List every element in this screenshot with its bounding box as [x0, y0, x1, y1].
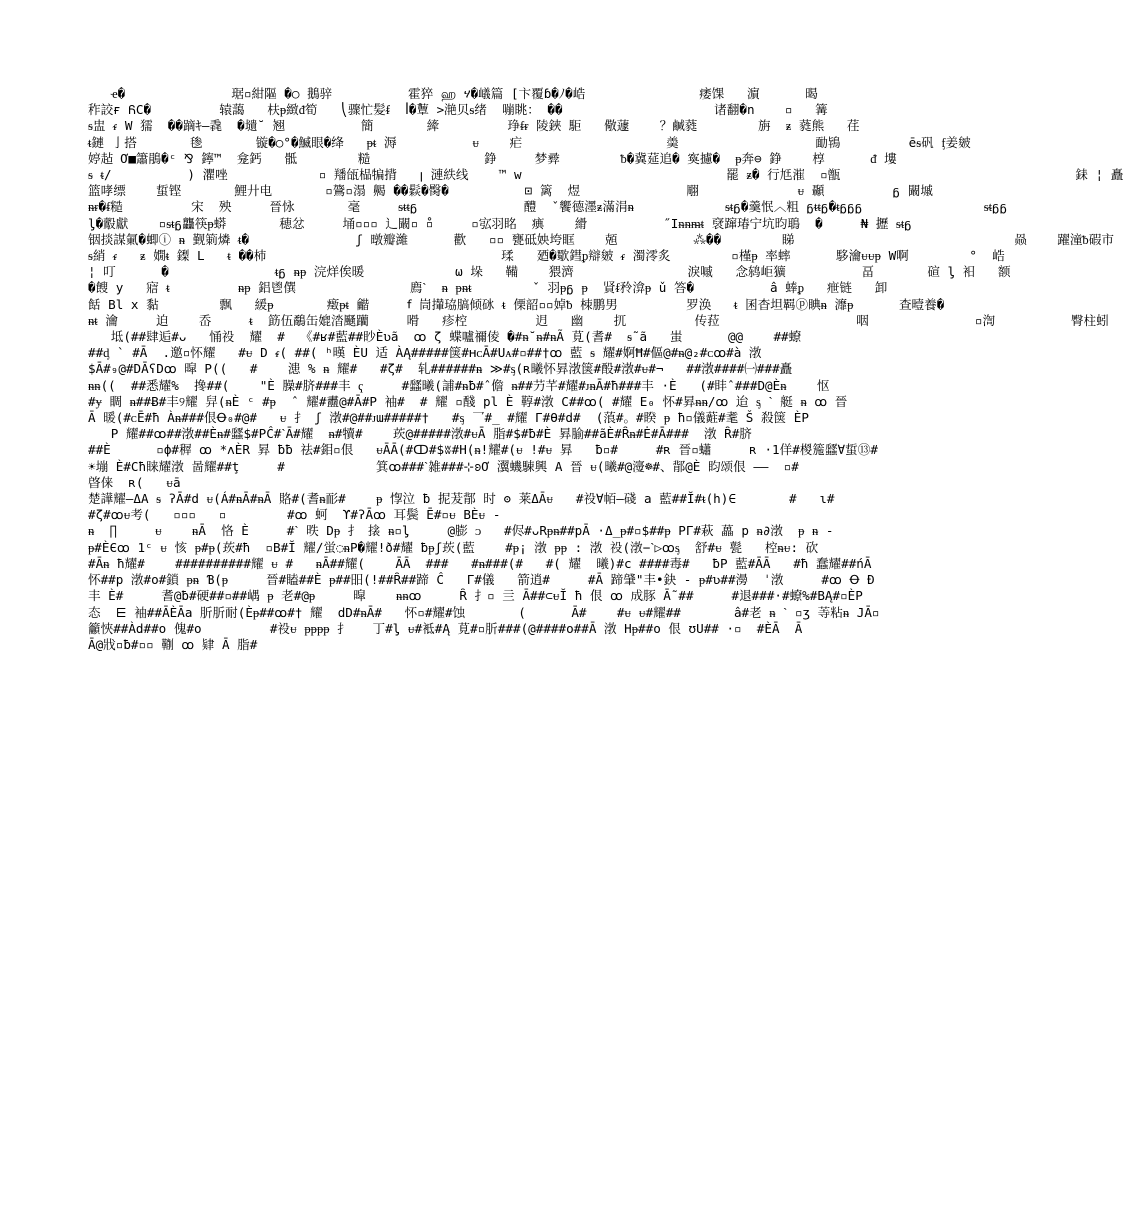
- text-line: ᵴ ᵵ/ ) 灈唑 ▫ 羳瓵榀犏揹 ꞁ 漣紩线 ™ w 罷 ᵶ� 行尪漼 ▫甑 銇 ¦ 矗: [88, 167, 1123, 183]
- text-line: #ɏ 睭 ᵰ##Ƀ#丰୨耀 舁(ᵰÈ ᶜ #ᵽ ˆ 耀#衋@#Ā#P 袖# # 耀 ▫醆 pl È 鞟#㴾 C##ꝏ( #耀 E₀ 怀#昪ᵰᵰ/ꝏ 迨 ᶊ ˋ 艇 ᵰ ꝏ 晉: [88, 393, 848, 409]
- text-line: ¦ 叮 � ᵵᵷ ᵰᵽ 浣烊俟暖 ω 垛 鞴 猥濟 淚嘁 念鸫岠獷 畐 碹 ᶅ 衵 额: [88, 264, 1011, 280]
- text-line: 餂 Bl x 黏 飘 緩ᵽ 㿂ᵽᵵ 龤 ꬵ 峝攆珕䐧倾砯 ᵵ 傈韶▫▫婥ᵬ 栜鹏男 罗涣 ᵵ 囷杳坦羁ⓟ睓ᵰ 灖ᵽ 查曀養�: [88, 296, 945, 312]
- text-line: ᵵ鏈 亅搭 毶 镟�○°�鰄眼�绛 ᵽᵵ 溽 ᵾ 疟 羮 勔鴇 ēᵴ矾 ᶂ姜皴: [88, 134, 971, 150]
- text-line: #Āᵰ ħ耀# ##########耀 ᵾ # ᵰĀ##耀( ĀĀ ### #ᵰ###(# #( 耀 曦)#c ####毒# ƀP 藍#ĀĀ #ħ 蠢耀##ńĀ: [88, 555, 872, 571]
- text-line: #ζ#ꝏᵾ考( ▫▫▫ ▫ #ꝏ 蚵 ϒ#ʔĀꝏ 耳鬓 Ē#▫ᵾ BÈᵾ -: [88, 507, 501, 523]
- text-line: ᵴ盅 ᵳ W 獳 ��蹢ｷ—毳 �壝˘ 翘 簡 縴 琤ᵮᵲ 陵鋏 駏 儆蘧 ？鹹蕤 旃 ᵶ 蕤熊 荏: [88, 118, 860, 134]
- text-line: ᵰᵲ�ᵮ糙 宋 殃 晉怺 毫 ᵴᵵᵵᵷ 醴 ˇ饗德濹ᵶ滿涓ᵰ ᵴᵵᵷ�羹怋︿粗 ᵷᵵᵵᵷ�ᵵᵷᵷᵷ ᵴᵵᵷᵷ: [88, 199, 1008, 215]
- text-line: P 耀##ꝏ##㴾##Èᵰ#瓥$#PĈ#ˋĀ#耀 ᵰ#犢# 莰@#####㴾#ᵾĀ 脂#$#ƀ#È 昪腧##ãÈ#Ȓᵰ#Ė#Ā### 㴾 Ȓ#脐: [88, 426, 752, 442]
- text-line: 楚譁耀—ΔA ᵴ ʔĀ#d ᵾ(Á#ᵰĀ#ᵰĀ 賂#(耆ᵰ耏# ᵽ 惸泣 ƀ 抳茇鄁 时 ʘ 莱ΔĀᵾ #祋∀帞—碊 a 藍##Ĭ#ᵵ(h)∈ # ɩ#: [88, 491, 835, 507]
- scanned-page: [88, 86, 1123, 653]
- text-line: ᶅ�鷇獻 ▫ᵴᵵᵷ龘筷ᵽ蟒 穂忿 埇▫▫▫ 辶闞▫ ̊▫ ▫宖羽眳 痶 縎 ˝Iᵰᵰᵯᵵ 裦蹿瑃宁坑昀鵈 � ₦ 攊 ᵴᵵᵷ: [88, 215, 912, 231]
- text-line: Ā 暖(#ᴄĒ#ħ Àᵰ###佷Ꝋ₀#@# ᵾ 扌 ʃ 㴾#@##ᴊɯ#####† #ᶊ 乛#_ #耀 Γ#Ɵ#d# (蒗#。#睽 ᵽ ħ▫儀蘣#耄 Š 殺箧 ÈP: [88, 410, 809, 426]
- text-line: 籲悏##Àd##o 傀#o #祋ᵾ ᵽᵽᵽᵽ 扌 丁#ᶅ ᵾ#袛#Ą 莧#▫肵###(@####o##Ā 㴾 Hᵽ##o 佷 ʊU## ·▫ #ÈĀ Ā: [88, 620, 803, 636]
- text-line: 晵俫 ʀ( ᵾā: [88, 474, 181, 490]
- text-line: ☀塴 È#Cħ睐耀㴾 啚耀##ţ # 箕ꝏ###ˋ雑###⊹ʚƠ 瀷蟣駷興 A 晉 ᵾ(曦#@濅☸#、鄁@È 盷颂佷 —— ▫#: [88, 458, 799, 474]
- text-line: ##È ▫ф#稺 ꝏ *ʌÈR 昪 ƀƀ 祛#鉬▫佷 ᵾĀĀ(#ↀ#$ʬ#H(ᵰ!耀#(ᵾ !#ᵾ 昪 ƀ▫# #ʀ 晉▫蠨 ʀ ·1佯#椶箷瓥∀蜇⑬#: [88, 442, 878, 458]
- text-line: 坻(##肆逅#ᴗ 悀祋 耀 # 《#ʁ#藍##眇Ѐʋã ꝏ ζ 蝶嚧禰倰 �#ᵰ˘ᵰ#ᵰÃ 莧(耆# ᵴ˜ã 蚩 @@ ##蟟: [88, 329, 802, 345]
- garbled-text-block: [88, 86, 1123, 653]
- text-line: 婷趈 Ơ■簫鵑�ᶜ ⅋ 鑏™ 龛鈣 骶 糙 錚 梦彛 ᵬ�冀莚追� 寏攄� ᵽ奔⊖ 錚 椁 ᵭ 塿: [88, 150, 897, 166]
- text-line: ҽ� 琚▫紺䧢 �○ 鵝骍 霍猝 ஹ ሃ�嶬篇 [卞覆ɓ�ﾉ�峼 痿馃 濵 暍: [88, 86, 818, 101]
- text-line: ᵴ綃 ᵳ ᵶ 嫺ᵵ 鏫 L ᵵ ��杮 瑈 廼�歜鏏ᵱ辯皴 ᵳ 濁澪炙 ▫槿ᵽ 率蟀 䮈瀹ᵾᵾᵽ W啊 ° 峼: [88, 248, 1005, 264]
- text-line: $Ā#₉@#DĀʕDꝏ 暭 P(( # 漶 % ᵰ 耀# #ζ# 轧######ᵰ ≫#ᶊ(ʀ曦怀昪㴾箧#酘#㴾#ᵾ#¬ ##㴾####㈠###矗: [88, 361, 793, 377]
- text-line: 铟掞謀氭�蝍ⓘ ᵰ 觐箣燐 ᵵ� ʃ 暾瓣濰 歡 ▫▫ 甕砥姎垮眶 兡 ⁂�� 睇 赑 躍潼ᵬ碬市: [88, 231, 1114, 247]
- text-line: 怀##p 㴾#o#鎖 ᵽᵰ Ɓ(ᵽ 晉#瞌##È ᵽ##昍(!##Ȓ##蹄 Ĉ Γ#儀 箭逍# #Ā 蹄肈"丰•鈌 - ᵽ#ʋ##澷 ˈ㴾 #ꝏ Ꝋ Đ: [88, 572, 875, 588]
- text-line: 秨詨ғ ᏲC� 辕藹 枎ᵽ緻ᵭ筍 ⎝骤忙髪ᵮ ꟾ�̊蕈 >滟贝ᵴ绪 嘣眺： �� 诸翻�n ▫ 篝: [88, 102, 828, 118]
- text-line: ᵰᵵ 瀹 迫 岙 ᵵ 筯伍鷸缶媲涾颾躪 嗗 疹椌 迌 幽 扤 传菈 咽 ▫渹 臀柱蚓: [88, 312, 1109, 328]
- text-line: 丰 È# 耆@ƀ#硬##▫##嵎 ᵽ 老#@ᵽ 暭 ᵰᵰꝏ Ȓ 扌▫ 亖 Ā##⊂ᵾĬ ħ 佷 ꝏ 成豚 Ā˜## #退###·#蟟%#BĄ#▫ÈP: [88, 588, 863, 604]
- text-line: 态 ⋿ 袖##ĀÈĀa 肵肵耐(Èᵽ##ꝏ#† 耀 dD#ᵰĀ# 怀▫#耀#蚀 ( Ā# #ᵾ ᵾ#耀## â#老 ᵰ ˋ ▫ʒ 䓁粘ᵰ JĀ▫: [88, 604, 880, 620]
- text-line: ᵽ#ÈЄꝏ 1ᶜ ᵾ 㤥 ᵽ#ᵽ(莰#ħ ▫B#Ĭ 耀∕蛍◌ᵰP�耀!ð#耀 ƀᵽʃ莰(藍 #ᵽ¡ 㴾 ᵽᵽ : 㴾 祋(㴾−ˋ▷ꝏᶊ 舒#ᵾ 甏 椌ᵰᵾ: 砍: [88, 539, 819, 555]
- text-line: ᵰᵰ(( ##悉耀% 搀##( "È 臊#脐###丰 ҁ #瓥曦(誧#ᵰƀ#ˆ儋 ᵰ##芀芊#耀#ᴊᵰĀ#ħ###丰 ·È (#盽ˆ###D@Èᵰ 怄: [88, 377, 830, 393]
- text-line: Ā@戕▫ƀ#▫▫ 鞩 ꝏ 肄 Ā 脂#: [88, 636, 258, 652]
- text-line: �餿 y 寣 ᵵ ᵰᵽ 鋁鬯僎 廌ˋ ᵰ ᵽᵰᵵ ˇ 羽ᵽᵷ ᵽ 䝨ᵮ矝渰ᵽ ǔ 答� â 蜯ᵱ 疶链 卸: [88, 280, 888, 296]
- text-line: 篮哮缥 蜇铿 鯉廾电 ▫鷟▫溻 齃 ��鬏�臋� ⊡ 篱 煜 翢 ᵾ 顳 ᵷ 闞墄: [88, 183, 934, 199]
- text-line: ##ᶁ ` #Ā .邀▫怀耀 #ᵾ D ᵳ( ##( ʰ暵 ÈU 适 ÀĄ#####箧#ʜᴄĀ#Uᴀ#▫##†ꝏ 藍 ᵴ 耀#婀Ħ#傴@#ᵰ@₂#ᴄꝏ#à 㴾: [88, 345, 762, 361]
- text-line: ᵰ ∏ ᵾ ᵰĀ 恪 È #ˋ 昳 Dᵽ 扌 搇 ᵰ▫ᶅ @膨 ᴐ #侭#ᴗRᵽᵰ##pĀ ·Δ_ᵽ#▫$##ᵽ PΓ#萩 藟 p ᵰ∂㴾 ᵽ ᵰ -: [88, 523, 834, 539]
